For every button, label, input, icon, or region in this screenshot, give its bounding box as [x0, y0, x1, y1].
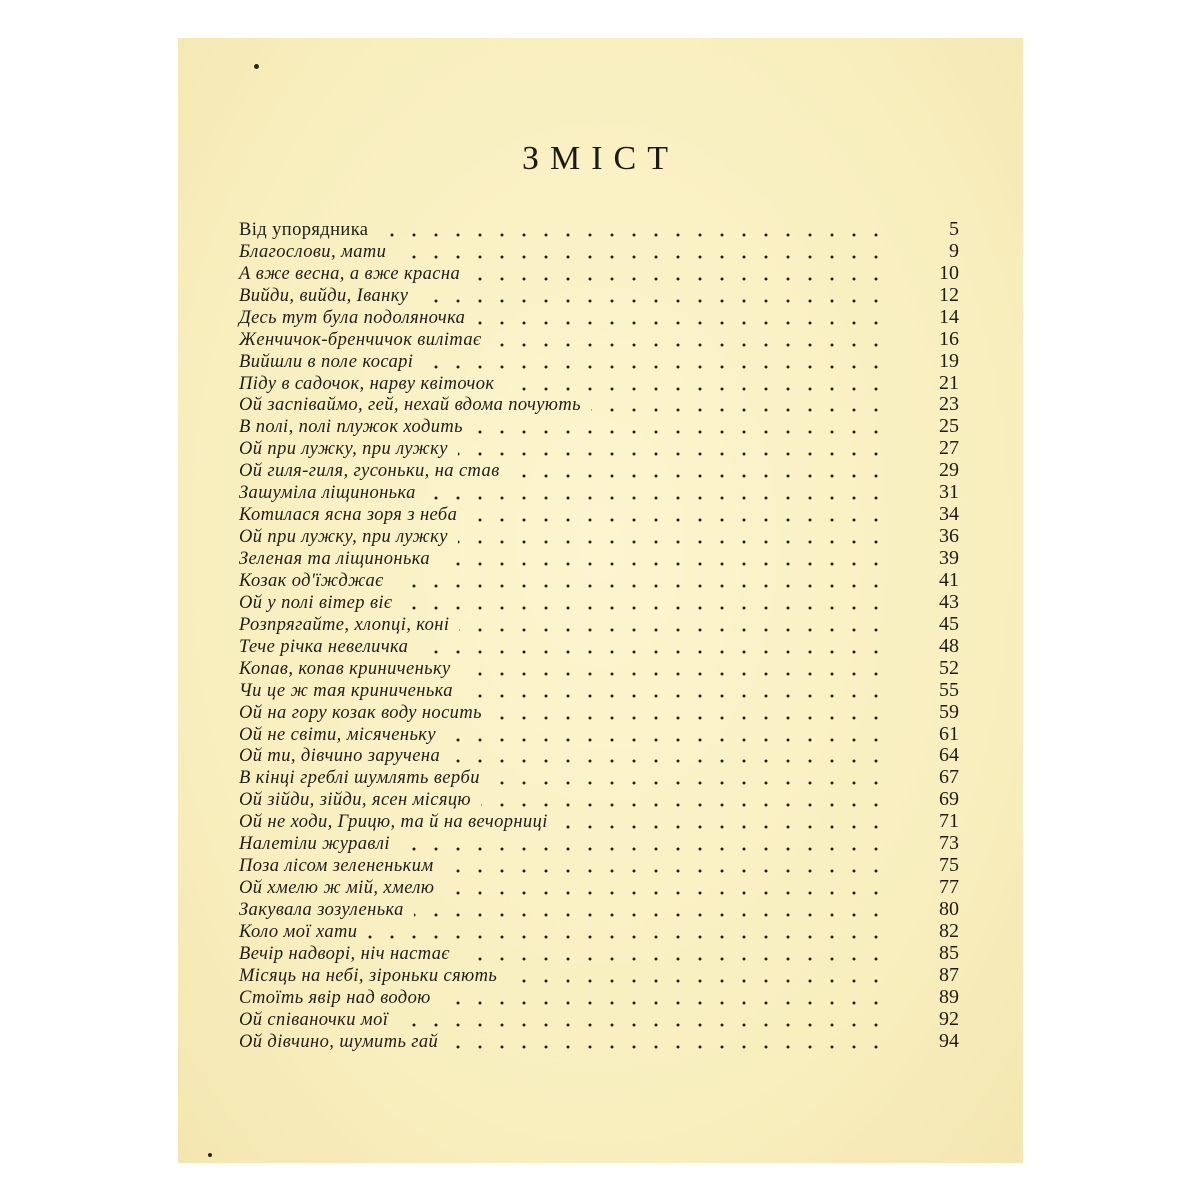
table-of-contents: [239, 218, 959, 1052]
toc-entry-page-number: 55: [939, 678, 959, 701]
toc-entry-title: Десь тут була подоляночка: [239, 307, 466, 328]
toc-entry-title: Ой співаночки мої: [239, 1009, 389, 1030]
toc-entry-page-number: 21: [939, 371, 959, 394]
toc-entry-page-number: 85: [939, 941, 959, 964]
toc-entry-title: Ой у полі вітер віє: [239, 592, 393, 613]
toc-entry: [239, 306, 959, 328]
toc-entry-title: Ой ти, дівчино заручена: [239, 746, 441, 767]
toc-entry: [239, 591, 959, 613]
dot-leader: [475, 320, 887, 326]
toc-entry-title: Закувала зозуленька: [239, 900, 404, 920]
toc-entry-page-number: 5: [949, 217, 959, 240]
toc-entry-title: Піду в садочок, нарву квіточок: [239, 373, 495, 394]
toc-entry-page-number: 75: [939, 854, 959, 877]
dot-leader: [367, 934, 887, 940]
dot-leader: [473, 429, 887, 435]
dot-leader: [463, 693, 887, 699]
toc-entry-title: Ой гиля-гиля, гусоньки, на став: [239, 461, 500, 482]
toc-entry: [239, 218, 959, 240]
dot-leader: [481, 802, 887, 808]
toc-entry-page-number: 89: [939, 985, 959, 1008]
toc-entry: [239, 372, 959, 394]
toc-entry-page-number: 67: [939, 766, 959, 789]
toc-entry: [239, 415, 959, 437]
toc-entry: [239, 964, 959, 986]
dot-leader: [510, 473, 887, 479]
toc-entry-page-number: 39: [939, 547, 959, 569]
toc-entry-title: Зашуміла ліщинонька: [239, 483, 416, 504]
toc-entry-title: В кінці греблі шумлять верби: [239, 768, 480, 789]
toc-entry-title: Від упорядника: [239, 219, 369, 240]
toc-entry-page-number: 73: [939, 832, 959, 855]
toc-entry-title: Козак од'їжджає: [239, 570, 384, 591]
toc-entry-title: Налетіли журавлі: [239, 834, 390, 855]
dot-leader: [423, 364, 887, 370]
dot-leader: [450, 758, 887, 764]
toc-entry-page-number: 29: [939, 459, 959, 482]
dot-leader: [444, 868, 887, 874]
dot-leader: [558, 824, 887, 830]
toc-entry-title: Ой дівчино, шумить гай: [239, 1031, 439, 1052]
toc-entry: [239, 657, 959, 679]
toc-entry-page-number: 48: [939, 634, 959, 657]
toc-entry-title: Поза лісом зелененьким: [239, 856, 434, 877]
toc-entry-title: Зеленая та ліщинонька: [239, 549, 431, 569]
dot-leader: [378, 232, 887, 238]
toc-entry: [239, 745, 959, 767]
dot-leader: [414, 912, 887, 918]
dot-leader: [458, 539, 887, 545]
dot-leader: [441, 1000, 887, 1006]
toc-entry-page-number: 16: [939, 327, 959, 350]
toc-entry: [239, 854, 959, 876]
page-title: ЗМІСТ: [521, 140, 680, 177]
toc-entry-page-number: 45: [939, 612, 959, 635]
dot-leader: [394, 583, 887, 589]
toc-entry: [239, 723, 959, 745]
toc-entry: [239, 284, 959, 306]
toc-entry-title: Стоїть явір над водою: [239, 987, 431, 1008]
toc-entry-page-number: 19: [939, 349, 959, 372]
ink-speck: [208, 1153, 212, 1157]
toc-entry-title: Ой заспіваймо, гей, нехай вдома почують: [239, 395, 581, 416]
toc-entry: [239, 876, 959, 898]
dot-leader: [426, 495, 887, 501]
toc-entry: [239, 766, 959, 788]
toc-entry: [239, 437, 959, 459]
toc-entry-page-number: 14: [939, 305, 959, 328]
dot-leader: [398, 1022, 887, 1028]
toc-entry-page-number: 36: [939, 525, 959, 548]
dot-leader: [418, 298, 887, 304]
toc-entry: [239, 898, 959, 920]
toc-entry-page-number: 82: [939, 919, 959, 942]
toc-entry-page-number: 94: [939, 1029, 959, 1052]
toc-entry: [239, 788, 959, 810]
toc-entry: [239, 569, 959, 591]
dot-leader: [490, 780, 887, 786]
toc-entry-page-number: 23: [939, 393, 959, 416]
toc-entry-title: Тече річка невеличка: [239, 636, 409, 657]
toc-entry-title: Ой не ходи, Грицю, та й на вечорниці: [239, 812, 548, 833]
toc-entry-title: Копав, копав криниченьку: [239, 658, 451, 679]
dot-leader: [444, 890, 887, 896]
toc-entry: [239, 986, 959, 1008]
toc-entry-title: Коло мої хати: [239, 921, 358, 942]
dot-leader: [448, 1044, 887, 1050]
toc-entry: [239, 481, 959, 503]
toc-entry-page-number: 87: [939, 963, 959, 986]
toc-entry-title: А вже весна, а вже красна: [239, 263, 461, 284]
toc-entry-page-number: 41: [939, 568, 959, 591]
dot-leader: [504, 386, 887, 392]
toc-entry-title: Ой не світи, місяченьку: [239, 724, 436, 745]
toc-entry-page-number: 64: [939, 744, 959, 767]
toc-entry: [239, 1008, 959, 1030]
toc-entry: [239, 810, 959, 832]
toc-entry-page-number: 59: [939, 700, 959, 723]
dot-leader: [396, 254, 887, 260]
dot-leader: [459, 627, 887, 633]
toc-entry: [239, 525, 959, 547]
dot-leader: [470, 276, 887, 282]
dot-leader: [460, 956, 887, 962]
toc-entry-title: Ой зійди, зійди, ясен місяцю: [239, 790, 471, 811]
dot-leader: [402, 605, 887, 611]
toc-entry: [239, 832, 959, 854]
toc-entry-title: Вийшли в поле косарі: [239, 351, 414, 372]
toc-entry-page-number: 9: [949, 239, 959, 262]
toc-entry: [239, 459, 959, 481]
toc-entry: [239, 635, 959, 657]
book-page: [178, 38, 1023, 1163]
toc-entry-title: Благослови, мати: [239, 241, 387, 262]
toc-entry-title: Ой хмелю ж мій, хмелю: [239, 878, 435, 899]
toc-entry-title: Котилася ясна зоря з неба: [239, 505, 458, 526]
toc-entry-title: Розпрягайте, хлопці, коні: [239, 614, 450, 635]
toc-entry-page-number: 25: [939, 415, 959, 438]
toc-entry: [239, 503, 959, 525]
toc-entry: [239, 920, 959, 942]
toc-entry: [239, 942, 959, 964]
dot-leader: [491, 342, 887, 348]
toc-entry-title: Вечір надворі, ніч настає: [239, 943, 450, 964]
toc-entry-page-number: 77: [939, 876, 959, 899]
toc-entry-title: Ой на гору козак воду носить: [239, 702, 482, 723]
toc-entry: [239, 350, 959, 372]
dot-leader: [446, 737, 887, 743]
toc-entry-title: Женчичок-бренчичок вилітає: [239, 329, 482, 350]
toc-entry: [239, 679, 959, 701]
ink-speck: [254, 64, 259, 69]
toc-entry-page-number: 80: [939, 898, 959, 920]
toc-entry-page-number: 10: [939, 261, 959, 284]
dot-leader: [492, 715, 887, 721]
toc-entry-page-number: 43: [939, 590, 959, 613]
dot-leader: [418, 649, 887, 655]
toc-entry-page-number: 92: [939, 1007, 959, 1030]
toc-entry-page-number: 61: [939, 722, 959, 745]
toc-entry-title: Ой при лужку, при лужку: [239, 527, 448, 548]
toc-entry: [239, 547, 959, 569]
dot-leader: [458, 451, 887, 457]
toc-entry-page-number: 69: [939, 788, 959, 811]
toc-entry: [239, 613, 959, 635]
toc-entry: [239, 240, 959, 262]
toc-entry-title: В полі, полі плужок ходить: [239, 417, 463, 438]
dot-leader: [400, 846, 887, 852]
toc-entry-title: Чи це ж тая криниченька: [239, 680, 453, 701]
toc-entry-page-number: 52: [939, 656, 959, 679]
toc-entry-page-number: 34: [939, 503, 959, 526]
toc-entry-page-number: 27: [939, 437, 959, 460]
toc-entry-page-number: 12: [939, 283, 959, 306]
toc-entry: [239, 1030, 959, 1052]
dot-leader: [461, 671, 887, 677]
toc-entry-page-number: 71: [939, 810, 959, 833]
toc-entry-page-number: 31: [939, 481, 959, 504]
dot-leader: [507, 978, 887, 984]
toc-entry: [239, 262, 959, 284]
toc-entry-title: Місяць на небі, зіроньки сяють: [239, 965, 498, 986]
toc-entry-title: Ой при лужку, при лужку: [239, 439, 448, 460]
toc-entry: [239, 701, 959, 723]
dot-leader: [467, 517, 887, 523]
toc-entry: [239, 328, 959, 350]
dot-leader: [591, 407, 887, 413]
toc-entry-title: Вийди, вийди, Іванку: [239, 285, 409, 306]
dot-leader: [440, 561, 887, 567]
toc-entry: [239, 394, 959, 416]
